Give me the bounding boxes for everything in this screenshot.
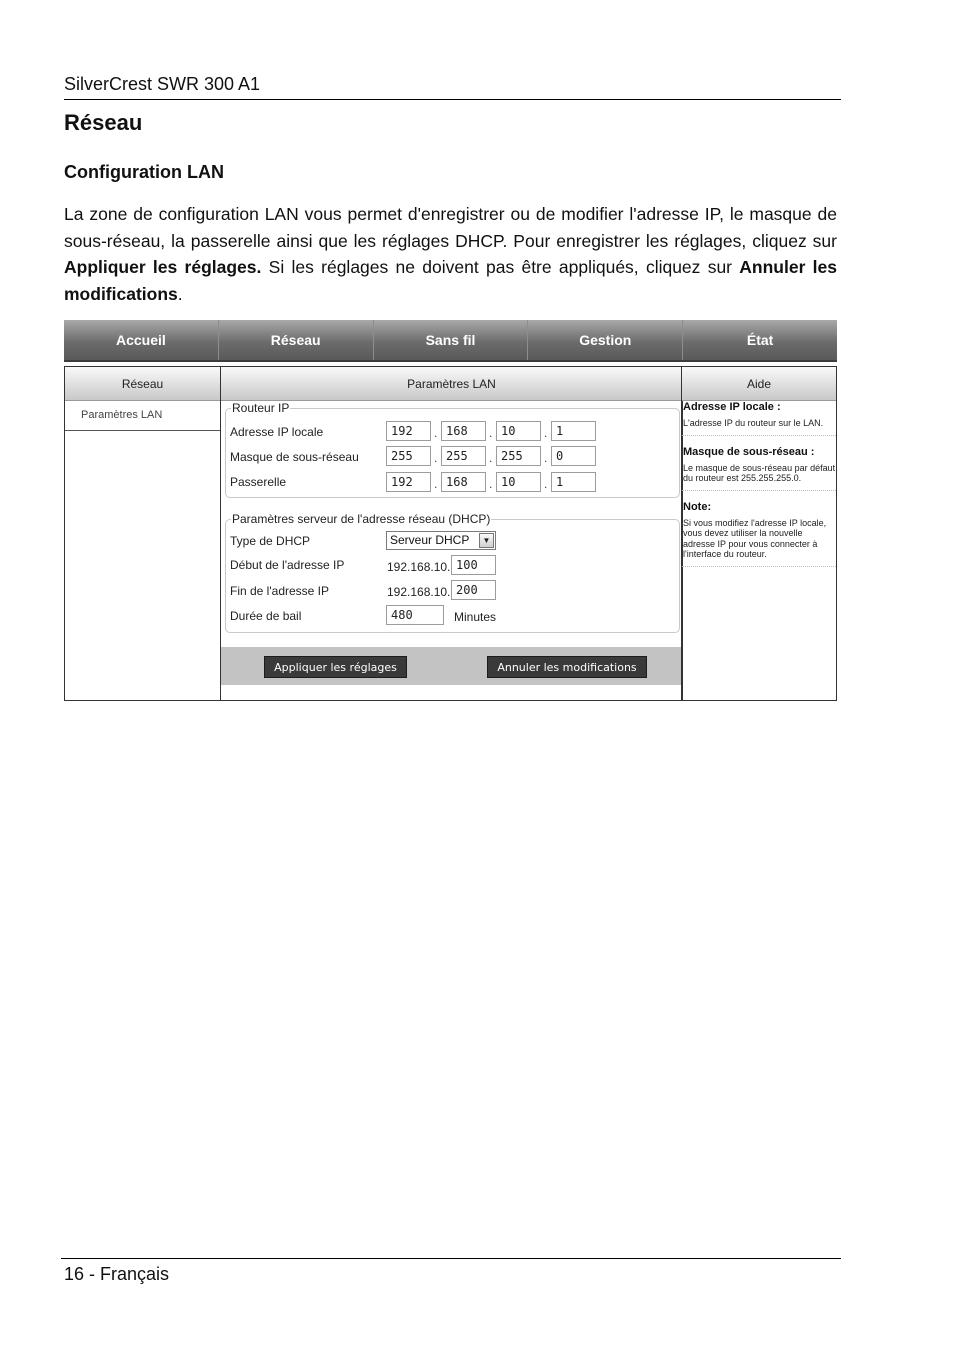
dhcp-start-prefix: 192.168.10. <box>387 560 451 574</box>
ip-separator: . <box>489 477 493 491</box>
document-footer <box>61 1258 841 1285</box>
help-item-note <box>682 491 836 567</box>
ip-separator: . <box>434 477 438 491</box>
document-header <box>64 72 841 100</box>
help-title: Adresse IP locale : <box>683 401 781 413</box>
ip-separator: . <box>489 451 493 465</box>
local-ip-octet-1[interactable]: 192 <box>386 421 431 441</box>
gateway-octet-4[interactable]: 1 <box>551 472 596 492</box>
lease-time-input[interactable]: 480 <box>386 605 444 625</box>
top-navigation <box>64 320 837 362</box>
subnet-mask-label: Masque de sous-réseau <box>230 450 359 464</box>
intro-cancel-emphasis: Annuler les modifications <box>64 257 837 304</box>
dhcp-type-value: Serveur DHCP <box>390 533 470 547</box>
help-title: Masque de sous-réseau : <box>683 445 815 458</box>
help-item-subnet-mask <box>682 436 836 491</box>
gateway-octet-3[interactable]: 10 <box>496 472 541 492</box>
dhcp-end-prefix: 192.168.10. <box>387 585 451 599</box>
subnet-mask-octet-4[interactable]: 0 <box>551 446 596 466</box>
sidebar-item-parametres-lan[interactable]: Paramètres LAN <box>65 401 220 431</box>
sidebar-header: Réseau <box>65 367 220 401</box>
subnet-mask-octet-1[interactable]: 255 <box>386 446 431 466</box>
ip-separator: . <box>544 477 548 491</box>
local-ip-octet-2[interactable]: 168 <box>441 421 486 441</box>
ip-separator: . <box>434 451 438 465</box>
cancel-changes-button[interactable]: Annuler les modifications <box>487 656 647 678</box>
help-title: Note: <box>683 500 712 513</box>
intro-text-3: . <box>177 283 183 304</box>
intro-apply-emphasis: Appliquer les réglages. <box>64 257 262 277</box>
router-ip-legend: Routeur IP <box>232 401 290 415</box>
local-ip-octet-3[interactable]: 10 <box>496 421 541 441</box>
ip-separator: . <box>434 426 438 440</box>
gateway-octet-1[interactable]: 192 <box>386 472 431 492</box>
nav-tab-etat[interactable]: État <box>746 332 774 348</box>
help-panel <box>681 366 837 701</box>
intro-text-1: La zone de configuration LAN vous permet d'enregistrer ou de modifier l'adresse IP, le masque de sous-réseau, la passerelle ainsi que les réglages DHCP. Pour enregistrer les réglages, cliquez sur <box>64 204 837 251</box>
page-number: 16 - Français <box>64 1264 170 1284</box>
local-ip-label: Adresse IP locale <box>230 425 324 439</box>
left-sidebar <box>64 366 221 701</box>
dhcp-legend: Paramètres serveur de l'adresse réseau (DHCP) <box>232 512 491 526</box>
subsection-title: Configuration LAN <box>64 162 224 182</box>
subnet-mask-octet-2[interactable]: 255 <box>441 446 486 466</box>
apply-settings-button[interactable]: Appliquer les réglages <box>264 656 407 678</box>
dhcp-type-select[interactable] <box>386 531 496 550</box>
nav-tab-gestion[interactable]: Gestion <box>528 320 683 360</box>
section-title: Réseau <box>64 110 143 135</box>
intro-text-2: Si les réglages ne doivent pas être appliqués, cliquez sur <box>261 257 740 277</box>
dhcp-end-label: Fin de l'adresse IP <box>230 584 330 598</box>
help-header: Aide <box>682 367 836 401</box>
chevron-down-icon[interactable]: ▼ <box>479 533 494 548</box>
dhcp-start-label: Début de l'adresse IP <box>230 558 345 572</box>
dhcp-start-input[interactable]: 100 <box>451 555 496 575</box>
help-text: Le masque de sous-réseau par défaut du routeur est 255.255.255.0. <box>683 462 836 483</box>
help-text: Si vous modifiez l'adresse IP locale, vous devez utiliser la nouvelle adresse IP pour vous connecter à l'interface du routeur. <box>683 517 827 559</box>
main-panel <box>220 366 683 701</box>
document-header-title: SilverCrest SWR 300 A1 <box>64 74 261 94</box>
dhcp-type-label: Type de DHCP <box>230 534 311 548</box>
main-panel-header: Paramètres LAN <box>221 367 682 401</box>
ip-separator: . <box>544 426 548 440</box>
intro-paragraph <box>64 201 837 307</box>
ip-separator: . <box>544 451 548 465</box>
dhcp-end-input[interactable]: 200 <box>451 580 496 600</box>
help-text: L'adresse IP du routeur sur le LAN. <box>683 418 824 428</box>
gateway-octet-2[interactable]: 168 <box>441 472 486 492</box>
gateway-label: Passerelle <box>230 475 287 489</box>
nav-tab-sans-fil[interactable]: Sans fil <box>374 320 529 360</box>
action-bar <box>221 647 682 685</box>
subnet-mask-octet-3[interactable]: 255 <box>496 446 541 466</box>
router-ui-screenshot <box>64 320 837 701</box>
local-ip-octet-4[interactable]: 1 <box>551 421 596 441</box>
nav-tab-reseau[interactable]: Réseau <box>219 320 374 360</box>
ip-separator: . <box>489 426 493 440</box>
lease-time-unit: Minutes <box>454 610 497 624</box>
nav-tab-accueil[interactable]: Accueil <box>64 320 219 360</box>
help-item-local-ip <box>682 401 836 436</box>
lease-time-label: Durée de bail <box>230 609 302 623</box>
